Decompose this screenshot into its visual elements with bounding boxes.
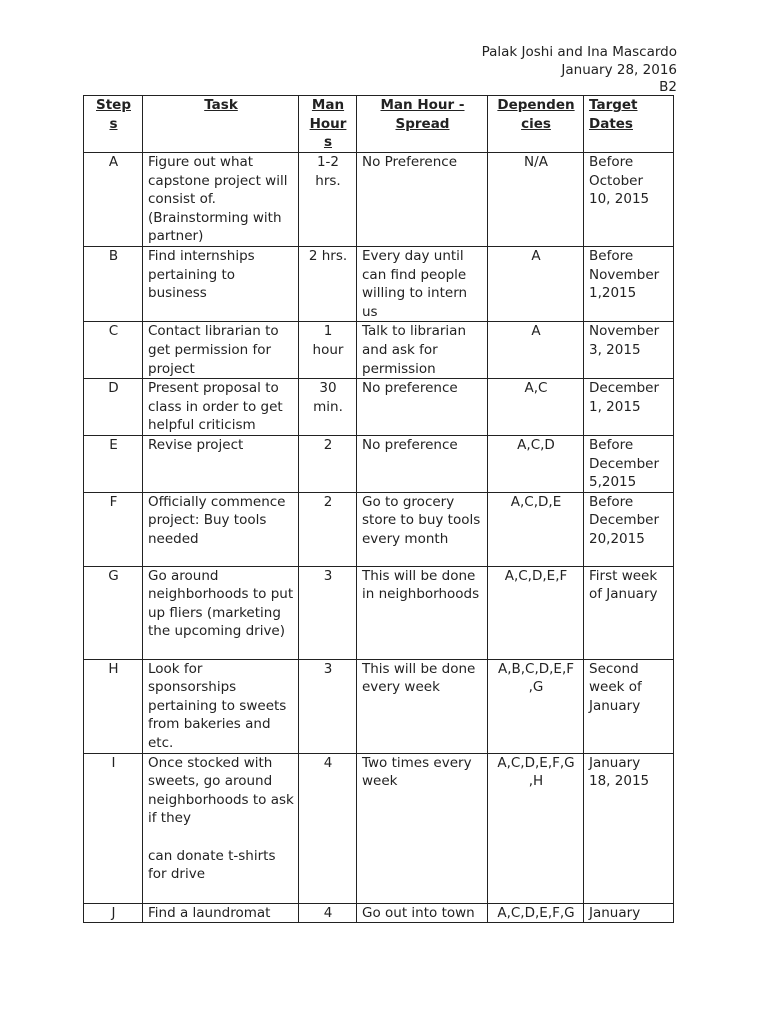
spread-cell: This will be done in neighborhoods: [357, 566, 488, 659]
target-date-cell: January: [584, 903, 674, 923]
step-cell: A: [84, 153, 143, 247]
column-header-man-hours: Man Hour s: [299, 96, 357, 153]
step-cell: I: [84, 753, 143, 903]
date-line: January 28, 2016: [561, 61, 677, 78]
table-row: [84, 659, 674, 753]
dependencies-cell: A,C,D: [488, 435, 584, 492]
column-header-task: Task: [143, 96, 299, 153]
column-header-man-hour-spread: Man Hour - Spread: [357, 96, 488, 153]
target-date-cell: Before October 10, 2015: [584, 153, 674, 247]
step-cell: E: [84, 435, 143, 492]
task-text-continued: can donate t-shirts for drive: [148, 847, 276, 883]
spread-cell: No preference: [357, 435, 488, 492]
dependencies-cell: A,C,D,E: [488, 492, 584, 566]
man-hours-cell: 1 hour: [299, 322, 357, 379]
target-date-cell: Before November 1,2015: [584, 246, 674, 321]
spread-cell: Two times every week: [357, 753, 488, 903]
man-hours-cell: 1-2 hrs.: [299, 153, 357, 247]
column-header-dependencies: Dependen cies: [488, 96, 584, 153]
table-row: [84, 379, 674, 436]
task-cell: [143, 753, 299, 903]
man-hours-cell: 3: [299, 659, 357, 753]
step-cell: J: [84, 903, 143, 923]
dependencies-cell: A,C: [488, 379, 584, 436]
step-cell: H: [84, 659, 143, 753]
spread-cell: This will be done every week: [357, 659, 488, 753]
task-text: Once stocked with sweets, go around neighborhoods to ask if they: [148, 754, 294, 827]
table-row: [84, 322, 674, 379]
man-hours-cell: 2: [299, 435, 357, 492]
man-hours-cell: 4: [299, 903, 357, 923]
step-cell: D: [84, 379, 143, 436]
target-date-cell: December 1, 2015: [584, 379, 674, 436]
dependencies-cell: N/A: [488, 153, 584, 247]
table-row: [84, 566, 674, 659]
task-cell: Figure out what capstone project will consist of. (Brainstorming with partner): [143, 153, 299, 247]
task-cell: Find internships pertaining to business: [143, 246, 299, 321]
target-date-cell: Before December 5,2015: [584, 435, 674, 492]
target-date-cell: November 3, 2015: [584, 322, 674, 379]
table-row: [84, 903, 674, 923]
table-row: [84, 246, 674, 321]
task-cell: Present proposal to class in order to get helpful criticism: [143, 379, 299, 436]
task-cell: Go around neighborhoods to put up fliers (marketing the upcoming drive): [143, 566, 299, 659]
task-cell: Revise project: [143, 435, 299, 492]
step-cell: G: [84, 566, 143, 659]
target-date-cell: First week of January: [584, 566, 674, 659]
project-plan-table: [83, 95, 674, 923]
target-date-cell: Second week of January: [584, 659, 674, 753]
man-hours-cell: 4: [299, 753, 357, 903]
table-header-row: [84, 96, 674, 153]
step-cell: C: [84, 322, 143, 379]
man-hours-cell: 2: [299, 492, 357, 566]
dependencies-cell: A,C,D,E,F,G: [488, 903, 584, 923]
spread-cell: Every day until can find people willing to intern us: [357, 246, 488, 321]
man-hours-cell: 2 hrs.: [299, 246, 357, 321]
dependencies-cell: A: [488, 322, 584, 379]
spread-cell: Go out into town: [357, 903, 488, 923]
step-cell: B: [84, 246, 143, 321]
man-hours-cell: 30 min.: [299, 379, 357, 436]
spread-cell: No preference: [357, 379, 488, 436]
document-code: B2: [659, 79, 677, 95]
dependencies-cell: A,C,D,E,F,G ,H: [488, 753, 584, 903]
table-row: [84, 435, 674, 492]
task-cell: Find a laundromat: [143, 903, 299, 923]
table-row: [84, 753, 674, 903]
spread-cell: Talk to librarian and ask for permission: [357, 322, 488, 379]
task-cell: Look for sponsorships pertaining to sweets from bakeries and etc.: [143, 659, 299, 753]
task-cell: Contact librarian to get permission for project: [143, 322, 299, 379]
column-header-target-dates: Target Dates: [584, 96, 674, 153]
dependencies-cell: A,C,D,E,F: [488, 566, 584, 659]
column-header-steps: Step s: [84, 96, 143, 153]
target-date-cell: January 18, 2015: [584, 753, 674, 903]
authors-line: Palak Joshi and Ina Mascardo: [481, 44, 677, 60]
target-date-cell: Before December 20,2015: [584, 492, 674, 566]
task-cell: Officially commence project: Buy tools needed: [143, 492, 299, 566]
spread-cell: No Preference: [357, 153, 488, 247]
table-row: [84, 153, 674, 247]
dependencies-cell: A,B,C,D,E,F ,G: [488, 659, 584, 753]
step-cell: F: [84, 492, 143, 566]
table-row: [84, 492, 674, 566]
man-hours-cell: 3: [299, 566, 357, 659]
spread-cell: Go to grocery store to buy tools every month: [357, 492, 488, 566]
dependencies-cell: A: [488, 246, 584, 321]
document-header: [482, 44, 677, 97]
